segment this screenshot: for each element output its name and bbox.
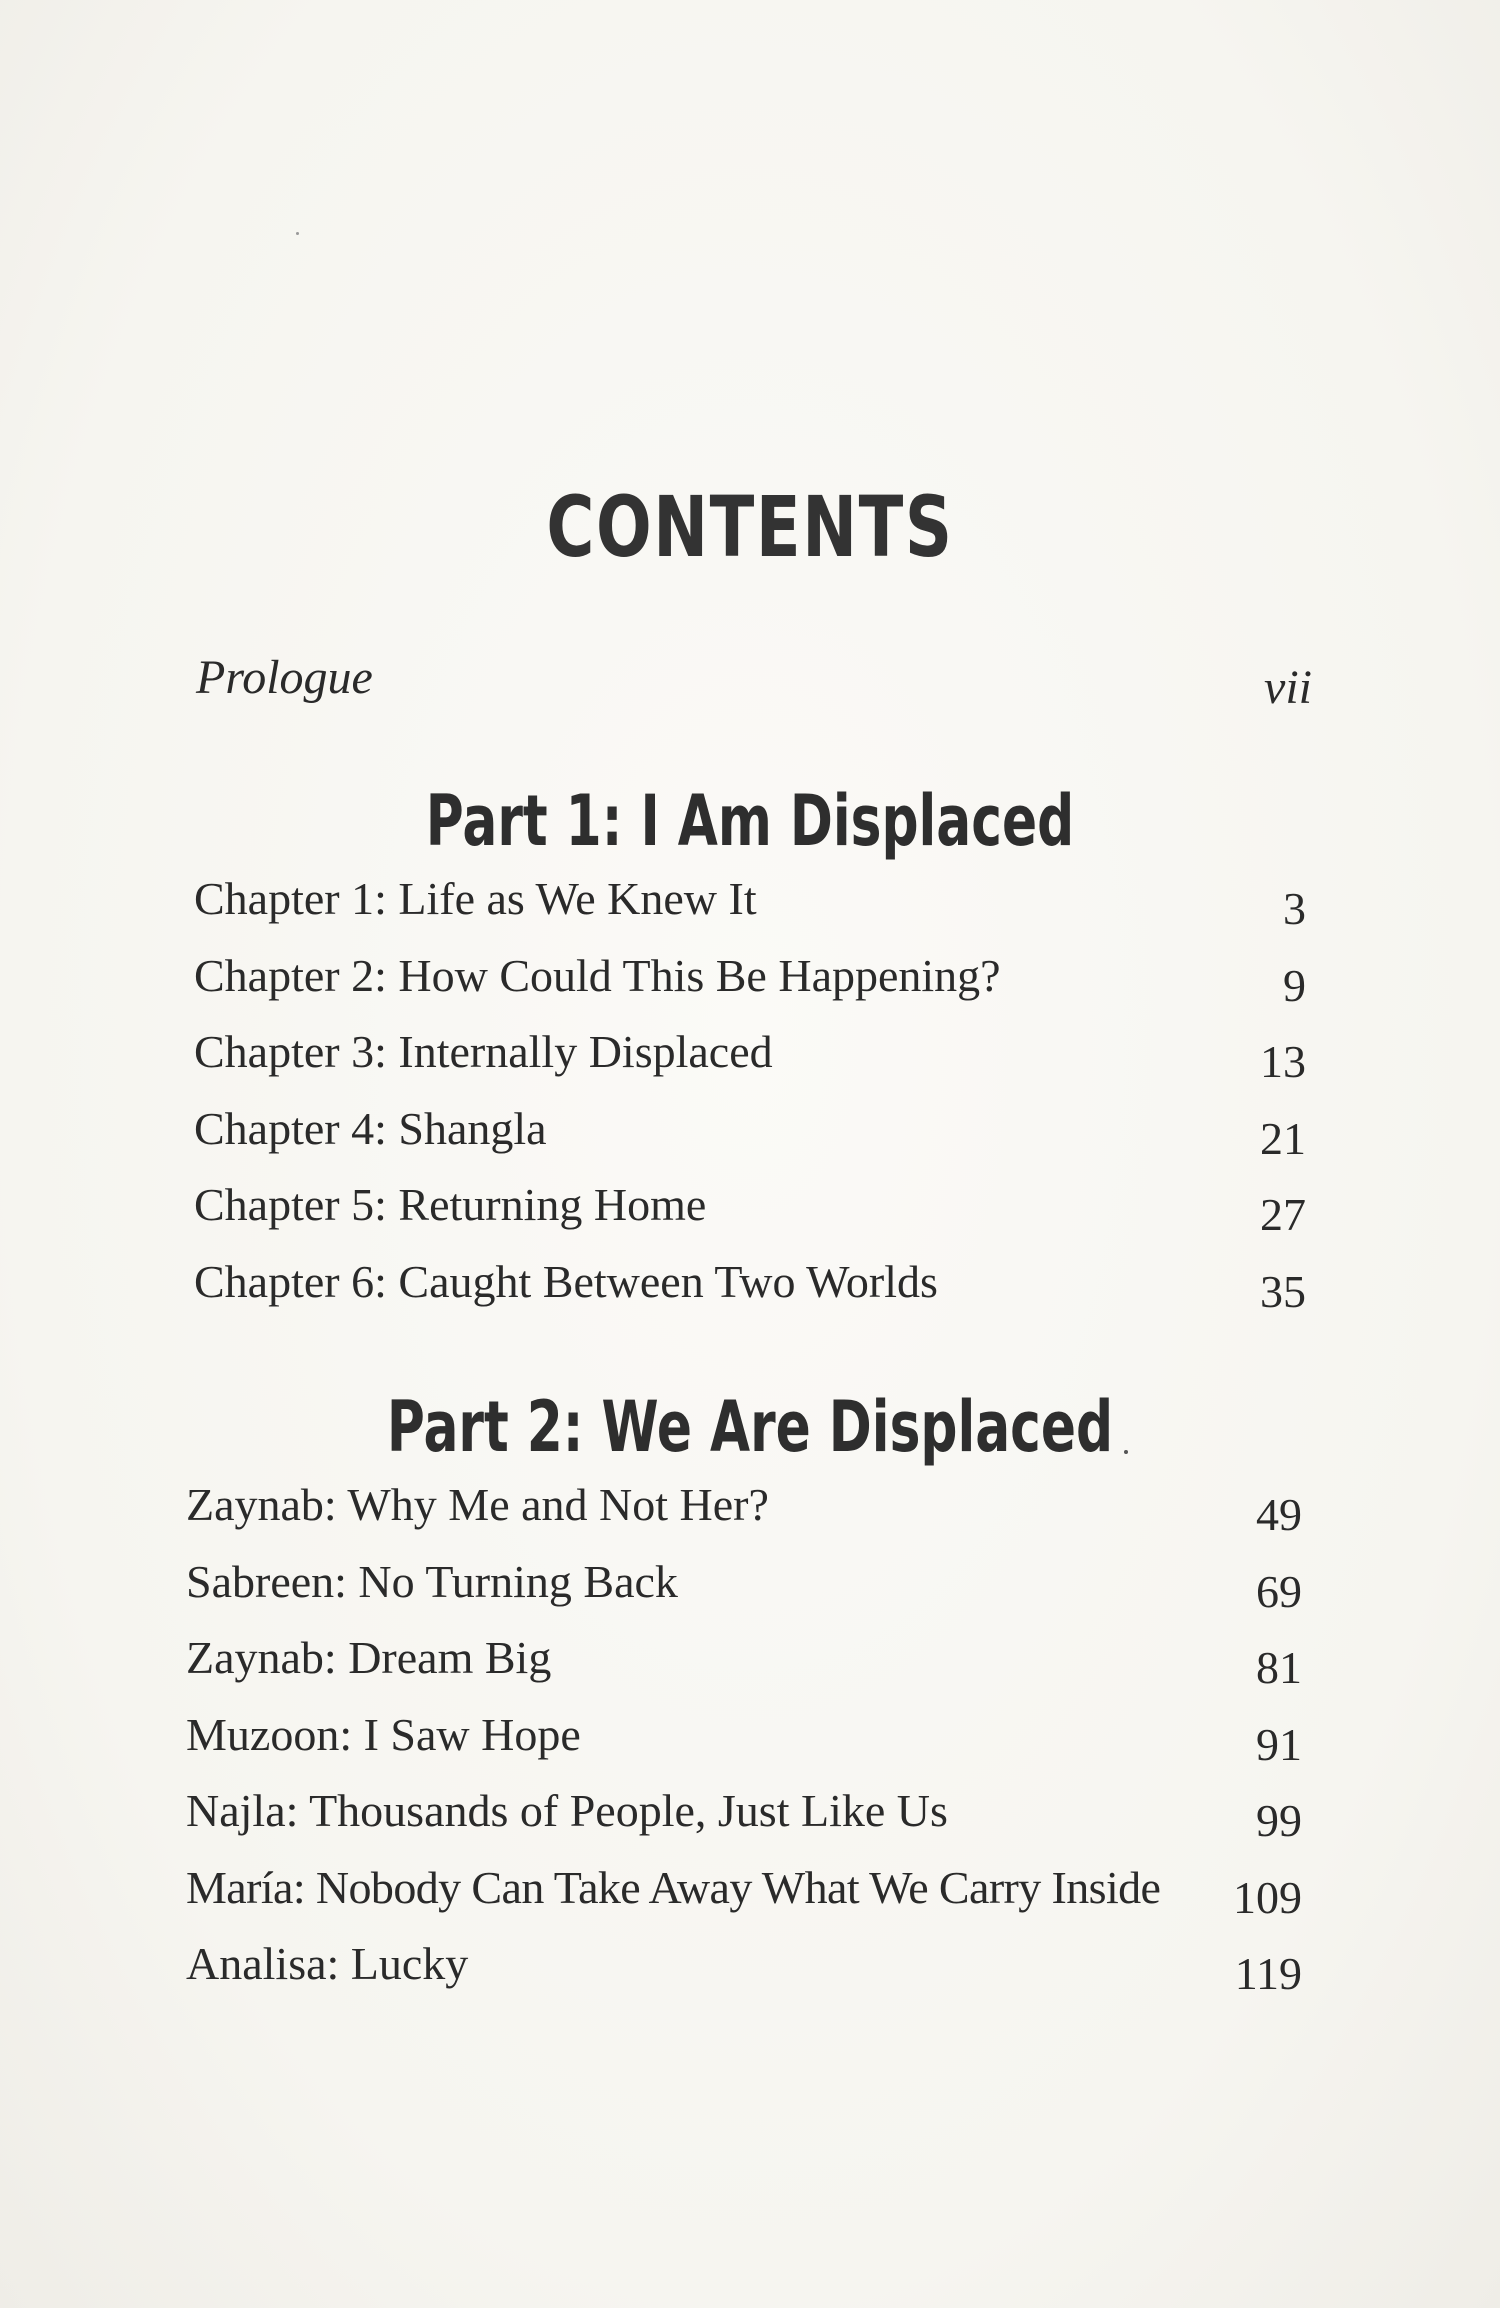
toc-entry-page: 49	[1256, 1489, 1302, 1540]
toc-entry-label: Chapter 5: Returning Home	[194, 1179, 707, 1230]
toc-entry-page: 35	[1260, 1265, 1306, 1317]
part-2-heading: Part 2: We Are Displaced	[386, 1386, 1114, 1468]
toc-entry	[186, 1555, 1302, 1632]
part-2-entries	[186, 1478, 1302, 2014]
toc-entry-label: Chapter 4: Shangla	[194, 1102, 547, 1154]
part-1-heading: Part 1: I Am Displaced	[425, 780, 1075, 862]
toc-entry	[186, 1861, 1302, 1938]
toc-entry	[186, 1937, 1302, 2014]
toc-entry	[194, 1102, 1306, 1179]
toc-entry-page: vii	[1264, 661, 1312, 714]
toc-entry-page: 119	[1234, 1948, 1302, 1999]
toc-entry-page: 109	[1233, 1871, 1302, 1923]
toc-entry-label: Zaynab: Dream Big	[186, 1632, 552, 1683]
toc-entry-label: Prologue	[196, 651, 373, 704]
toc-entry	[194, 949, 1306, 1026]
toc-entry-label: Chapter 1: Life as We Knew It	[194, 873, 757, 924]
toc-entry-label: Sabreen: No Turning Back	[186, 1555, 678, 1607]
toc-entry-page: 3	[1283, 883, 1306, 934]
paper-speck	[1124, 1450, 1128, 1454]
toc-entry	[186, 1478, 1302, 1555]
toc-entry-label: Analisa: Lucky	[186, 1938, 469, 1989]
toc-entry-page: 99	[1256, 1795, 1302, 1846]
toc-entry	[194, 1178, 1306, 1255]
toc-entry	[194, 1025, 1306, 1102]
toc-entry-page: 13	[1260, 1036, 1306, 1087]
toc-entry-page: 27	[1260, 1189, 1306, 1240]
toc-entry-prologue	[196, 650, 1312, 720]
toc-entry-label: Chapter 3: Internally Displaced	[194, 1026, 773, 1077]
part-1-entries	[194, 872, 1306, 1331]
toc-entry	[186, 1631, 1302, 1708]
toc-entry-label: Chapter 2: How Could This Be Happening?	[194, 949, 1001, 1001]
toc-entry-page: 9	[1283, 959, 1306, 1011]
toc-entry-page: 81	[1256, 1642, 1302, 1693]
page-title: CONTENTS	[546, 478, 954, 576]
toc-entry-label: María: Nobody Can Take Away What We Carry Inside	[186, 1861, 1161, 1913]
toc-entry-page: 21	[1260, 1112, 1306, 1164]
toc-entry	[194, 1255, 1306, 1332]
toc-entry	[186, 1784, 1302, 1861]
toc-entry-page: 91	[1256, 1718, 1302, 1770]
toc-entry-label: Najla: Thousands of People, Just Like Us	[186, 1785, 948, 1836]
toc-entry-label: Muzoon: I Saw Hope	[186, 1708, 581, 1760]
paper-speck	[296, 232, 299, 235]
toc-entry	[194, 872, 1306, 949]
toc-entry	[186, 1708, 1302, 1785]
toc-entry-label: Zaynab: Why Me and Not Her?	[186, 1479, 769, 1530]
toc-entry-label: Chapter 6: Caught Between Two Worlds	[194, 1255, 938, 1307]
toc-entry-page: 69	[1256, 1565, 1302, 1617]
